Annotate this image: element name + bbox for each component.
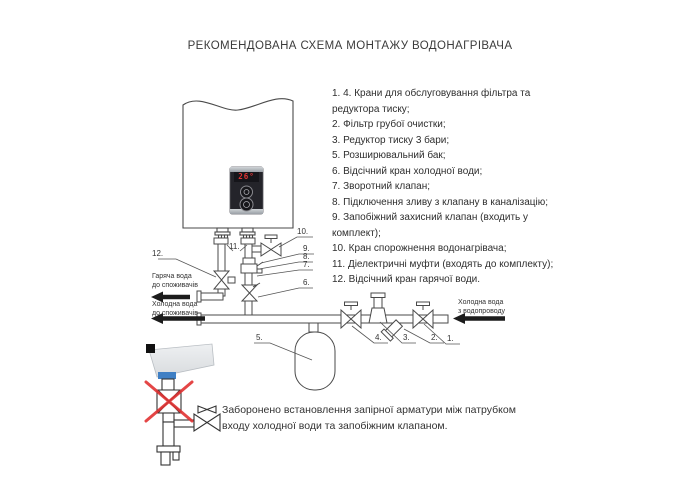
drain-connection-8 xyxy=(257,269,262,273)
callout-8: 8. xyxy=(303,252,310,261)
cold-water-in-label: Холодна вода з водопроводу xyxy=(458,299,506,315)
callout-4: 4. xyxy=(375,333,382,342)
callout-1: 1. xyxy=(447,334,454,343)
pressure-reducer-3 xyxy=(369,308,387,323)
legend-item: 2. Фільтр грубої очистки; xyxy=(332,119,446,130)
page-title: РЕКОМЕНДОВАНА СХЕМА МОНТАЖУ ВОДОНАГРІВАЧА xyxy=(187,40,513,52)
callout-10: 10. xyxy=(297,227,309,236)
callout-9: 9. xyxy=(303,244,310,253)
legend-list xyxy=(332,86,568,288)
legend-item: 8. Підключення зливу з клапану в каналізацію; xyxy=(332,196,549,208)
expansion-tank-5 xyxy=(295,332,335,390)
dielectric-coupling-right xyxy=(241,238,255,244)
legend-item: 7. Зворотний клапан; xyxy=(332,181,431,192)
legend-item: 10. Кран спорожнення водонагрівача; xyxy=(332,243,507,254)
dielectric-coupling-left xyxy=(214,238,228,244)
lower-knob xyxy=(240,198,253,211)
temperature-display: 26° xyxy=(238,172,255,181)
warning-text: Заборонено встановлення запірної арматури між патрубком входу холодної води та запобіжним клапаном. xyxy=(222,404,516,432)
legend-item: 3. Редуктор тиску 3 бари; xyxy=(332,134,450,146)
callout-11: 11. xyxy=(229,242,240,251)
legend-item: 9. Запобіжний захисний клапан (входить у комплект); xyxy=(332,212,529,239)
legend-item: 1. 4. Крани для обслуговування фільтра та редуктора тиску; xyxy=(332,88,531,115)
legend-item: 5. Розширювальний бак; xyxy=(332,150,446,161)
service-valve-4 xyxy=(341,310,351,328)
cold-water-out-label: Холодна вода до споживачів xyxy=(152,301,198,317)
prohibition-illustration xyxy=(146,344,220,465)
callout-6: 6. xyxy=(303,278,310,287)
hot-water-out-label: Гаряча вода до споживачів xyxy=(152,273,198,289)
service-valve-1 xyxy=(413,310,423,328)
legend-item: 6. Відсічний кран холодної води; xyxy=(332,165,483,177)
blue-fitting xyxy=(158,372,176,379)
legend-item: 11. Діелектричні муфти (входять до комплекту); xyxy=(332,258,554,270)
callout-12: 12. xyxy=(152,249,164,258)
drain-valve-10 xyxy=(261,243,271,256)
upper-knob xyxy=(241,186,253,198)
callout-2: 2. xyxy=(431,333,438,342)
callout-3: 3. xyxy=(403,333,410,342)
callout-7: 7. xyxy=(303,260,310,269)
legend-item: 12. Відсічний кран гарячої води. xyxy=(332,274,481,285)
cold-water-main-pipe xyxy=(197,293,448,390)
callout-5: 5. xyxy=(256,333,263,342)
hot-shutoff-valve-12 xyxy=(214,271,229,280)
safety-valve-9 xyxy=(243,258,255,264)
